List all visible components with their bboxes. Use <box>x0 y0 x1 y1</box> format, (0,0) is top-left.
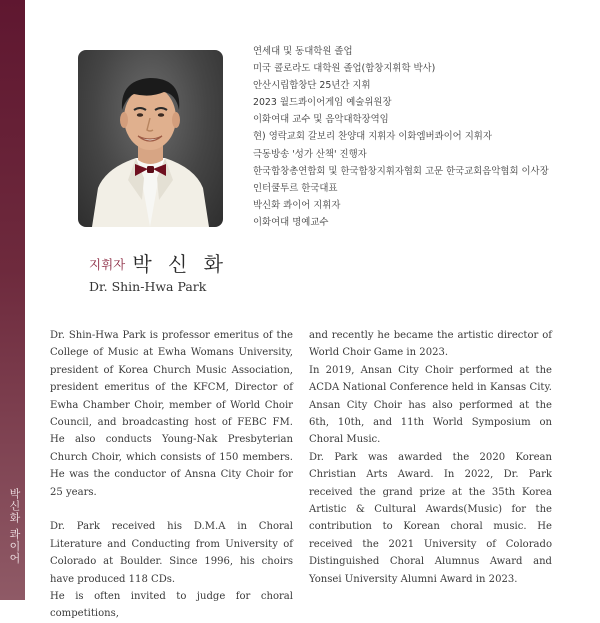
career-item: 한국합창총연합회 및 한국합창지휘자협회 고문 한국교회음악협회 이사장 <box>253 165 549 177</box>
career-list <box>253 43 593 231</box>
bio-paragraph: He is often invited to judge for choral competitions, <box>50 591 293 620</box>
sidebar-label: 박신화 콰이어 <box>8 488 21 565</box>
conductor-role: 지휘자 <box>89 257 126 272</box>
bio-paragraph: and recently he became the artistic director of World Choir Game in 2023. <box>309 330 552 359</box>
conductor-heading <box>89 248 228 277</box>
conductor-name-korean: 박 신 화 <box>132 252 229 276</box>
career-item: 미국 콜로라도 대학원 졸업(합창지휘학 박사) <box>253 63 436 75</box>
bio-column-left <box>50 327 293 623</box>
career-item: 연세대 및 동대학원 졸업 <box>253 46 353 57</box>
bio-paragraph: Dr. Park was awarded the 2020 Korean Christian Arts Award. In 2022, Dr. Park received the grand prize at the 35th Korea Artistic & Cultural Awards(Music) for the contribution to Korean choral music. He received the 2021 University of Colorado Distinguished Choral Alumnus Award and Yonsei University Alumni Award in 2023. <box>309 451 552 585</box>
career-item: 극동방송 '성가 산책' 진행자 <box>253 148 367 160</box>
career-item: 이화여대 명예교수 <box>253 216 329 228</box>
career-item: 이화여대 교수 및 음악대학장역임 <box>253 114 389 126</box>
career-item: 박신화 콰이어 지휘자 <box>253 199 341 211</box>
conductor-name-english: Dr. Shin-Hwa Park <box>89 279 207 294</box>
sidebar-band <box>0 0 25 600</box>
conductor-portrait <box>78 50 223 227</box>
career-item: 인터쿨투르 한국대표 <box>253 182 338 194</box>
bio-paragraph: Dr. Shin-Hwa Park is professor emeritus of the College of Music at Ewha Womans University, president of Korea Church Music Association, president emeritus of the KFCM, Director of Ewha Chamber Choir, member of World Choir Council, and broadcasting host of FEBC FM. He also conducts Young-Nak Presbyterian Church Choir, which consists of 150 members. He was the conductor of Ansna City Choir for 25 years. <box>50 330 293 498</box>
career-item: 현) 영락교회 갈보리 찬양대 지휘자 이화엠버콰이어 지휘자 <box>253 131 492 143</box>
bio-column-right <box>309 327 552 588</box>
bio-paragraph: Dr. Park received his D.M.A in Choral Literature and Conducting from University of Colorado at Boulder. Since 1996, his choirs have produced 118 CDs. <box>50 521 293 585</box>
career-item: 안산시립합창단 25년간 지휘 <box>253 80 371 92</box>
bio-paragraph: In 2019, Ansan City Choir performed at the ACDA National Conference held in Kansas City. Ansan City Choir has also performed at the 6th, 10th, and 11th World Symposium on Choral Music. <box>309 364 552 446</box>
career-item: 2023 월드콰이어게임 예술위원장 <box>253 97 392 109</box>
